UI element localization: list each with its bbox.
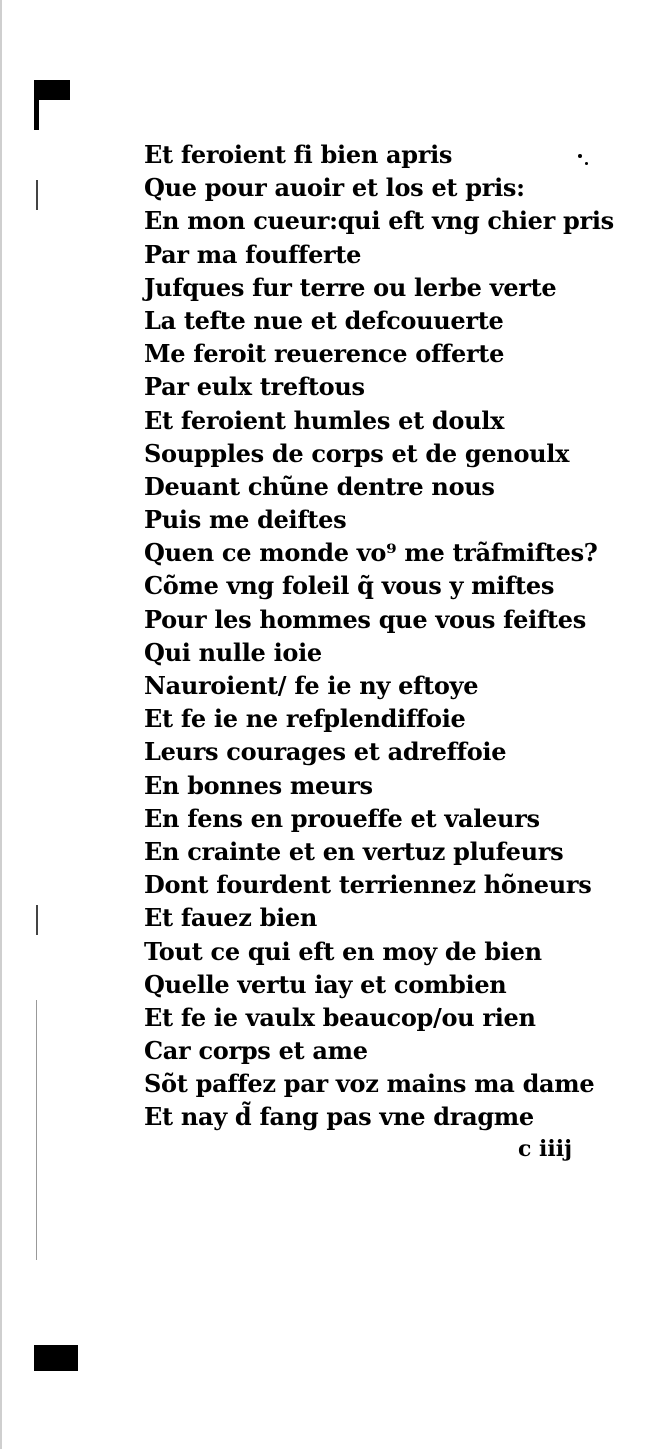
bottom-ink-block bbox=[34, 1345, 78, 1371]
verse-line: Par ma foufferte bbox=[144, 239, 362, 269]
verse-line: Deuant chũne dentre nous bbox=[144, 471, 495, 501]
verse-line: Car corps et ame bbox=[144, 1036, 368, 1066]
verse-line: En mon cueur:qui eft vng chier pris bbox=[144, 206, 614, 236]
binding-edge-line bbox=[36, 180, 38, 210]
verse-line: La tefte nue et defcouuerte bbox=[144, 305, 504, 335]
verse-line: Sõt paffez par voz mains ma dame bbox=[144, 1069, 595, 1099]
binding-edge-line bbox=[36, 1000, 37, 1260]
verse-line: Que pour auoir et los et pris: bbox=[144, 173, 525, 203]
verse-line: Nauroient/ fe ie ny eftoye bbox=[144, 671, 479, 700]
verse-line: Et feroient fi bien apris bbox=[144, 140, 453, 169]
verse-line: Dont fourdent terriennez hõneurs bbox=[144, 870, 592, 900]
verse-line: Quelle vertu iay et combien bbox=[144, 969, 507, 999]
verse-text bbox=[144, 138, 614, 1134]
verse-line: Et nay d̃ fang pas vne dragme bbox=[144, 1102, 534, 1132]
verse-line: Puis me deiftes bbox=[144, 505, 347, 535]
verse-line: En bonnes meurs bbox=[144, 770, 373, 800]
corner-mark-stem bbox=[34, 80, 39, 130]
verse-line: En crainte et en vertuz plufeurs bbox=[144, 836, 564, 866]
binding-edge-line bbox=[36, 905, 38, 935]
verse-line: En fens en proueffe et valeurs bbox=[144, 803, 540, 833]
verse-line: Me feroit reuerence offerte bbox=[144, 339, 505, 369]
verse-line: Quen ce monde vo⁹ me trãfmiftes? bbox=[144, 538, 598, 568]
verse-line: Et feroient humles et doulx bbox=[144, 405, 505, 435]
verse-line: Soupples de corps et de genoulx bbox=[144, 438, 570, 468]
verse-line: Et fe ie ne refplendiffoie bbox=[144, 704, 466, 734]
verse-line: Cõme vng foleil q̃ vous y miftes bbox=[144, 571, 555, 601]
signature-mark: c iiij bbox=[518, 1136, 573, 1162]
verse-line: Leurs courages et adreffoie bbox=[144, 737, 507, 767]
verse-line: Et fe ie vaulx beaucop/ou rien bbox=[144, 1002, 536, 1032]
verse-line: Par eulx treftous bbox=[144, 372, 365, 402]
verse-line: Qui nulle ioie bbox=[144, 637, 322, 667]
verse-line: Pour les hommes que vous feiftes bbox=[144, 604, 586, 634]
corner-mark bbox=[34, 80, 70, 100]
verse-line: Jufques fur terre ou lerbe verte bbox=[144, 272, 557, 302]
verse-line: Tout ce qui eft en moy de bien bbox=[144, 936, 542, 966]
verse-line: Et fauez bien bbox=[144, 903, 318, 933]
